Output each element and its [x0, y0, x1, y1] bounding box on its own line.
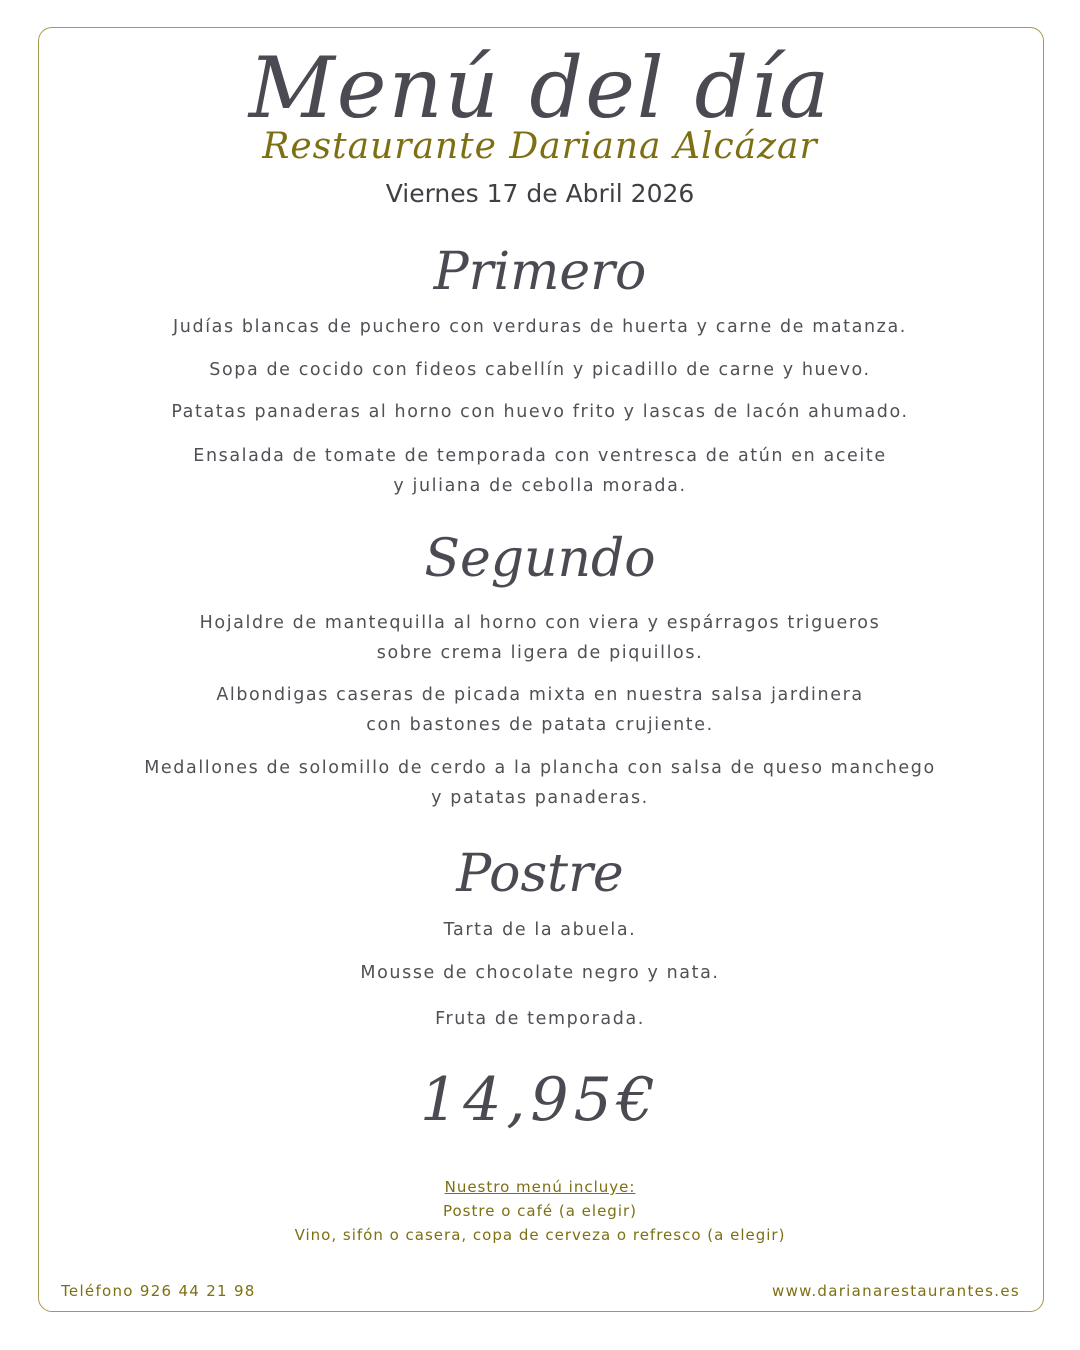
section-title-postre: Postre: [456, 844, 624, 904]
includes-heading: Nuestro menú incluye:: [444, 1178, 636, 1196]
dish-segundo-1-line1: Hojaldre de mantequilla al horno con viera y espárragos trigueros: [199, 613, 881, 633]
footer-website[interactable]: www.darianarestaurantes.es: [772, 1282, 1020, 1300]
dish-primero-1: Judías blancas de puchero con verduras de huerta y carne de matanza.: [173, 317, 907, 337]
includes-item-1: Postre o café (a elegir): [442, 1202, 638, 1220]
includes-item-2: Vino, sifón o casera, copa de cerveza o refresco (a elegir): [294, 1226, 786, 1244]
footer-phone: Teléfono 926 44 21 98: [61, 1282, 256, 1300]
menu-title: Menú del día: [248, 39, 832, 137]
dish-segundo-2-line1: Albondigas caseras de picada mixta en nuestra salsa jardinera: [216, 685, 864, 705]
section-title-segundo: Segundo: [424, 529, 656, 589]
dish-postre-2: Mousse de chocolate negro y nata.: [360, 963, 720, 983]
menu-date: Viernes 17 de Abril 2026: [385, 179, 695, 208]
dish-segundo-1-line2: sobre crema ligera de piquillos.: [376, 643, 704, 663]
dish-primero-4-line1: Ensalada de tomate de temporada con ventresca de atún en aceite: [193, 446, 887, 466]
dish-segundo-3-line2: y patatas panaderas.: [431, 788, 649, 808]
dish-primero-3: Patatas panaderas al horno con huevo frito y lascas de lacón ahumado.: [171, 402, 909, 422]
dish-segundo-2-line2: con bastones de patata crujiente.: [366, 715, 714, 735]
dish-postre-3: Fruta de temporada.: [435, 1009, 645, 1029]
dish-primero-4-line2: y juliana de cebolla morada.: [393, 476, 687, 496]
menu-price: 14,95€: [420, 1065, 660, 1135]
dish-postre-1: Tarta de la abuela.: [443, 920, 637, 940]
section-title-primero: Primero: [433, 242, 647, 302]
dish-primero-2: Sopa de cocido con fideos cabellín y picadillo de carne y huevo.: [209, 360, 871, 380]
restaurant-name: Restaurante Dariana Alcázar: [262, 126, 818, 167]
dish-segundo-3-line1: Medallones de solomillo de cerdo a la plancha con salsa de queso manchego: [144, 758, 936, 778]
